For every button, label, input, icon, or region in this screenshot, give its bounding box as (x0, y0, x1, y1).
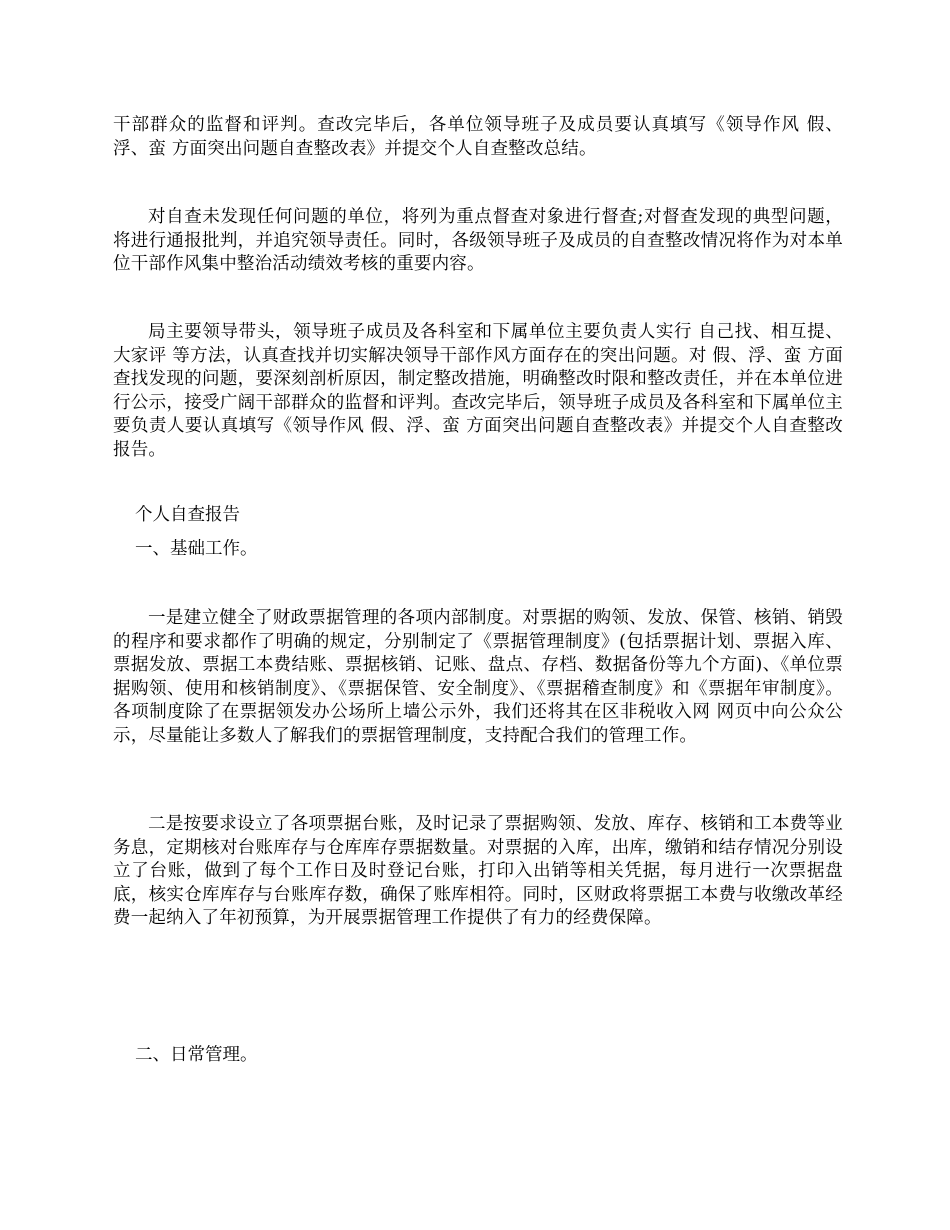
paragraph-leadership: 局主要领导带头，领导班子成员及各科室和下属单位主要负责人实行 自己找、相互提、大家评 等方法，认真查找并切实解决领导干部作风方面存在的突出问题。对 假、浮、蛮 方面查找发现的问题，要深刻剖析原因，制定整改措施，明确整改时限和整改责任，并在本单位进行公示，接受广阔干部群众的监督和评判。查改完毕后，领导班子成员及各科室和下属单位主要负责人要认真填写《领导作风 假、浮、蛮 方面突出问题自查整改表》并提交个人自查整改报告。 (113, 322, 843, 460)
paragraph-ledgers: 二是按要求设立了各项票据台账，及时记录了票据购领、发放、库存、核销和工本费等业务息，定期核对台账库存与仓库库存票据数量。对票据的入库，出库，缴销和结存情况分别设立了台账，做到了每个工作日及时登记台账，打印入出销等相关凭据，每月进行一次票据盘底，核实仓库库存与台账库存数，确保了账库相符。同时，区财政将票据工本费与收缴改革经费一起纳入了年初预算，为开展票据管理工作提供了有力的经费保障。 (113, 814, 843, 928)
paragraph-internal-systems: 一是建立健全了财政票据管理的各项内部制度。对票据的购领、发放、保管、核销、销毁的程序和要求都作了明确的规定，分别制定了《票据管理制度》(包括票据计划、票据入库、票据发放、票据工本费结账、票据核销、记账、盘点、存档、数据备份等九个方面)、《单位票据购领、使用和核销制度》、《票据保管、安全制度》、《票据稽查制度》和《票据年审制度》。各项制度除了在票据领发办公场所上墙公示外，我们还将其在区非税收入网 网页中向公众公示，尽量能让多数人了解我们的票据管理制度，支持配合我们的管理工作。 (113, 608, 843, 746)
paragraph-unfound-issues: 对自查未发现任何问题的单位，将列为重点督查对象进行督查;对督查发现的典型问题，将进行通报批判，并追究领导责任。同时，各级领导班子及成员的自查整改情况将作为对本单位干部作风集中整治活动绩效考核的重要内容。 (113, 207, 843, 274)
section-heading-basic-work: 一、基础工作。 (135, 539, 258, 559)
report-title: 个人自查报告 (135, 505, 240, 525)
section-heading-daily-management: 二、日常管理。 (135, 1045, 258, 1065)
paragraph-continuation: 干部群众的监督和评判。查改完毕后，各单位领导班子及成员要认真填写《领导作风 假、浮、蛮 方面突出问题自查整改表》并提交个人自查整改总结。 (113, 115, 843, 159)
